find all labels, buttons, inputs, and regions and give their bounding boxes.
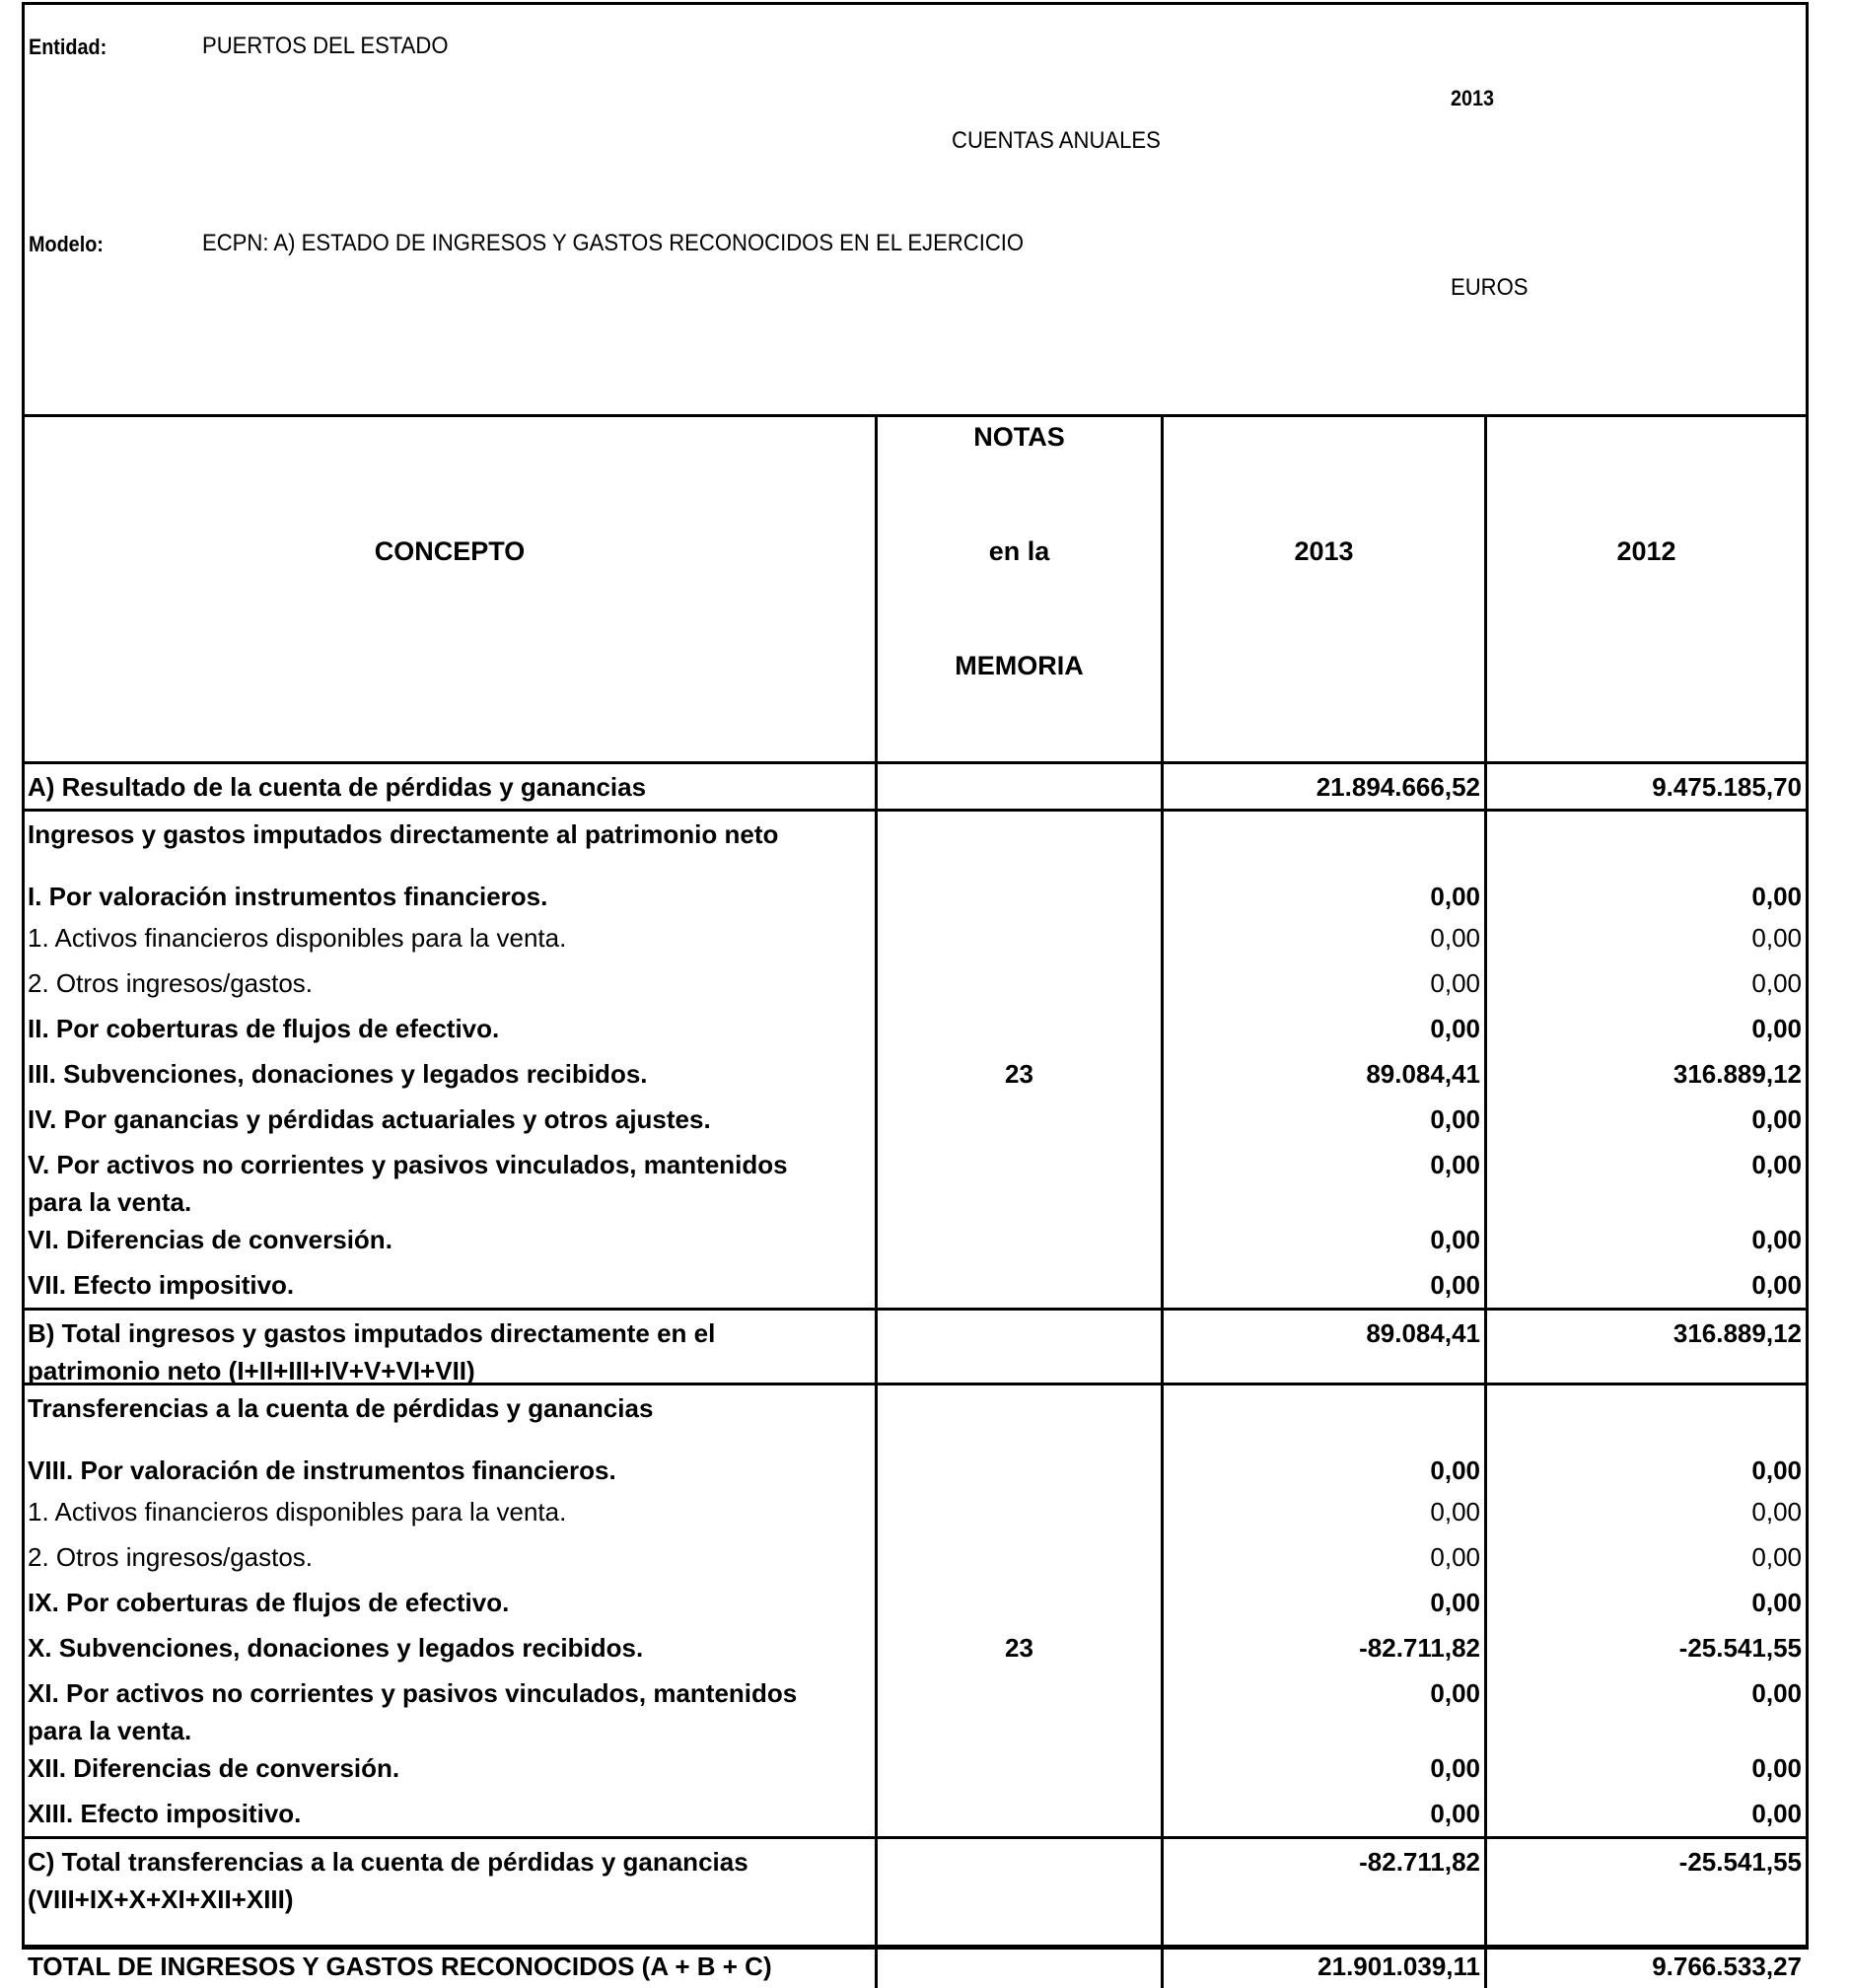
value-2012-cell-text: 0,00 <box>1751 1497 1802 1526</box>
value-2012-cell-text: 0,00 <box>1751 1799 1802 1828</box>
value-2012-cell-text: 316.889,12 <box>1673 1059 1802 1089</box>
value-2012-cell-text <box>1487 1385 1802 1389</box>
value-2013-cell <box>1161 1580 1484 1625</box>
concepto-cell-text: I. Por valoración instrumentos financieros. <box>28 882 548 911</box>
value-2013-cell-text: 0,00 <box>1430 1456 1480 1485</box>
value-2013-cell <box>1161 1097 1484 1142</box>
value-2013-cell <box>1161 1839 1484 1945</box>
value-2013-cell <box>1161 1006 1484 1051</box>
value-2012-cell <box>1484 764 1806 809</box>
nota-cell-text <box>878 1006 1161 1010</box>
value-2012-cell <box>1484 1948 1806 1988</box>
concepto-cell <box>25 1489 875 1534</box>
table-row <box>25 1836 1806 1945</box>
value-2012-cell-text: 0,00 <box>1751 882 1802 911</box>
concepto-cell <box>25 1948 875 1988</box>
concepto-cell-text: VI. Diferencias de conversión. <box>28 1225 392 1254</box>
nota-cell <box>875 1745 1161 1791</box>
concepto-cell <box>25 1534 875 1580</box>
concepto-cell <box>25 764 875 809</box>
concepto-cell <box>25 1097 875 1142</box>
col-notas: NOTAS en la MEMORIA <box>875 414 1161 761</box>
value-2012-cell <box>1484 1670 1806 1745</box>
value-2012-cell-text: 0,00 <box>1751 1678 1802 1708</box>
value-2012-cell <box>1484 960 1806 1006</box>
value-2012-cell <box>1484 1791 1806 1836</box>
concepto-cell-text: IX. Por coberturas de flujos de efectivo. <box>28 1588 510 1617</box>
nota-cell <box>875 915 1161 960</box>
nota-cell-text: 23 <box>1005 1059 1033 1089</box>
nota-cell <box>875 1839 1161 1945</box>
concepto-cell <box>25 1385 875 1444</box>
value-2013-cell-text: 0,00 <box>1430 1104 1480 1134</box>
table-row <box>25 960 1806 1006</box>
nota-cell-text <box>878 1262 1161 1266</box>
table-row <box>25 1670 1806 1745</box>
value-2012-cell-text: 316.889,12 <box>1673 1318 1802 1348</box>
currency-label: EUROS <box>1451 274 1529 301</box>
concepto-cell-text: 1. Activos financieros disponibles para la venta. <box>28 923 567 953</box>
concepto-cell-text: VII. Efecto impositivo. <box>28 1270 295 1300</box>
nota-cell <box>875 1791 1161 1836</box>
value-2013-cell-text: 0,00 <box>1430 1225 1480 1254</box>
value-2012-cell <box>1484 1625 1806 1670</box>
value-2012-cell-text: 0,00 <box>1751 923 1802 953</box>
nota-cell-text <box>878 764 1161 768</box>
concepto-cell <box>25 1311 875 1383</box>
col-2013: 2013 <box>1161 414 1484 761</box>
nota-cell-text <box>878 1142 1161 1146</box>
concepto-cell-text: XIII. Efecto impositivo. <box>28 1799 302 1828</box>
concepto-cell <box>25 915 875 960</box>
value-2012-cell <box>1484 1142 1806 1217</box>
concepto-cell <box>25 1791 875 1836</box>
nota-cell <box>875 1670 1161 1745</box>
concepto-cell-text: 2. Otros ingresos/gastos. <box>28 968 314 998</box>
nota-cell-text <box>878 812 1161 816</box>
modelo-label: Modelo: <box>29 232 104 256</box>
concepto-cell <box>25 1580 875 1625</box>
concepto-continuation: para la venta. <box>28 1716 192 1745</box>
value-2013-cell <box>1161 1948 1484 1988</box>
value-2012-cell-text: 0,00 <box>1751 1150 1802 1179</box>
value-2013-cell-text: 0,00 <box>1430 1753 1480 1783</box>
concepto-cell <box>25 1262 875 1308</box>
concepto-cell-text: III. Subvenciones, donaciones y legados recibidos. <box>28 1059 648 1089</box>
report-year: 2013 <box>1451 86 1495 110</box>
nota-cell-text <box>878 1534 1161 1538</box>
value-2013-cell-text: 0,00 <box>1430 1678 1480 1708</box>
value-2013-cell <box>1161 1489 1484 1534</box>
concepto-cell <box>25 1006 875 1051</box>
value-2012-cell <box>1484 1217 1806 1262</box>
value-2013-cell <box>1161 1051 1484 1097</box>
concepto-cell-text: V. Por activos no corrientes y pasivos vinculados, mantenidos <box>28 1150 788 1179</box>
value-2013-cell <box>1161 1217 1484 1262</box>
value-2012-cell <box>1484 1097 1806 1142</box>
value-2013-cell-text: -82.711,82 <box>1359 1633 1480 1663</box>
value-2012-cell-text: 9.766.533,27 <box>1652 1952 1802 1981</box>
value-2012-cell <box>1484 812 1806 870</box>
nota-cell <box>875 1534 1161 1580</box>
concepto-cell-text: XII. Diferencias de conversión. <box>28 1753 400 1783</box>
nota-cell <box>875 1625 1161 1670</box>
nota-cell-text <box>878 1580 1161 1584</box>
concepto-cell <box>25 1670 875 1745</box>
table-row <box>25 1142 1806 1217</box>
value-2013-cell <box>1161 1444 1484 1489</box>
value-2013-cell <box>1161 1262 1484 1308</box>
value-2013-cell <box>1161 1745 1484 1791</box>
value-2013-cell-text <box>1164 812 1480 816</box>
value-2012-cell <box>1484 1489 1806 1534</box>
value-2013-cell <box>1161 812 1484 870</box>
value-2013-cell-text: 0,00 <box>1430 1014 1480 1043</box>
nota-cell <box>875 1142 1161 1217</box>
nota-cell-text <box>878 960 1161 964</box>
nota-cell-text <box>878 1489 1161 1493</box>
concepto-continuation: patrimonio neto (I+II+III+IV+V+VI+VII) <box>28 1356 475 1385</box>
nota-cell-text <box>878 1839 1161 1843</box>
value-2013-cell-text: 0,00 <box>1430 1497 1480 1526</box>
value-2013-cell-text: 21.894.666,52 <box>1316 772 1480 802</box>
nota-cell <box>875 1217 1161 1262</box>
value-2013-cell-text: 89.084,41 <box>1366 1318 1480 1348</box>
value-2012-cell <box>1484 1444 1806 1489</box>
nota-cell-text <box>878 915 1161 919</box>
value-2013-cell-text <box>1164 1385 1480 1389</box>
value-2013-cell-text: 0,00 <box>1430 882 1480 911</box>
value-2012-cell-text: 0,00 <box>1751 968 1802 998</box>
value-2012-cell <box>1484 1385 1806 1444</box>
value-2012-cell-text: 0,00 <box>1751 1588 1802 1617</box>
table-row <box>25 1745 1806 1791</box>
value-2012-cell <box>1484 1745 1806 1791</box>
value-2013-cell <box>1161 1142 1484 1217</box>
value-2013-cell-text: 0,00 <box>1430 923 1480 953</box>
nota-cell <box>875 1006 1161 1051</box>
value-2013-cell-text: 0,00 <box>1430 1588 1480 1617</box>
table-row <box>25 1217 1806 1262</box>
value-2013-cell <box>1161 915 1484 960</box>
table-row <box>25 1534 1806 1580</box>
value-2013-cell <box>1161 1534 1484 1580</box>
value-2013-cell <box>1161 960 1484 1006</box>
value-2012-cell <box>1484 1051 1806 1097</box>
value-2012-cell-text: -25.541,55 <box>1678 1633 1802 1663</box>
value-2013-cell <box>1161 1791 1484 1836</box>
value-2013-cell-text: 0,00 <box>1430 1799 1480 1828</box>
value-2012-cell <box>1484 1006 1806 1051</box>
table-row <box>25 1580 1806 1625</box>
nota-cell <box>875 1489 1161 1534</box>
value-2012-cell <box>1484 1311 1806 1383</box>
concepto-cell <box>25 1051 875 1097</box>
nota-cell-text <box>878 1791 1161 1795</box>
value-2012-cell <box>1484 915 1806 960</box>
concepto-cell <box>25 1444 875 1489</box>
nota-cell-text: 23 <box>1005 1633 1033 1663</box>
value-2013-cell-text: 0,00 <box>1430 1270 1480 1300</box>
table-row <box>25 1383 1806 1444</box>
value-2013-cell <box>1161 1311 1484 1383</box>
report-title: CUENTAS ANUALES <box>952 127 1161 154</box>
concepto-continuation: para la venta. <box>28 1187 192 1217</box>
nota-cell <box>875 1444 1161 1489</box>
value-2012-cell-text: 0,00 <box>1751 1456 1802 1485</box>
concepto-cell <box>25 1625 875 1670</box>
value-2012-cell <box>1484 1580 1806 1625</box>
col-concepto: CONCEPTO <box>374 536 526 566</box>
concepto-cell-text: 2. Otros ingresos/gastos. <box>28 1542 314 1572</box>
nota-cell <box>875 1580 1161 1625</box>
nota-cell <box>875 1385 1161 1444</box>
value-2013-cell-text: 0,00 <box>1430 1150 1480 1179</box>
nota-cell-text <box>878 1670 1161 1674</box>
concepto-cell <box>25 960 875 1006</box>
value-2012-cell-text: 0,00 <box>1751 1753 1802 1783</box>
table-row <box>25 1444 1806 1489</box>
nota-cell <box>875 764 1161 809</box>
concepto-cell-text: IV. Por ganancias y pérdidas actuariales y otros ajustes. <box>28 1104 711 1134</box>
value-2013-cell <box>1161 1670 1484 1745</box>
concepto-cell <box>25 1745 875 1791</box>
concepto-cell <box>25 1839 875 1945</box>
concepto-cell-text: TOTAL DE INGRESOS Y GASTOS RECONOCIDOS (A + B + C) <box>28 1952 772 1981</box>
concepto-cell-text: XI. Por activos no corrientes y pasivos vinculados, mantenidos <box>28 1678 798 1708</box>
nota-cell <box>875 960 1161 1006</box>
value-2013-cell <box>1161 1625 1484 1670</box>
table-row <box>25 1625 1806 1670</box>
value-2012-cell <box>1484 1534 1806 1580</box>
concepto-cell-text: 1. Activos financieros disponibles para la venta. <box>28 1497 567 1526</box>
concepto-cell <box>25 1217 875 1262</box>
nota-cell <box>875 1311 1161 1383</box>
nota-cell <box>875 1097 1161 1142</box>
value-2012-cell-text: 0,00 <box>1751 1542 1802 1572</box>
value-2012-cell <box>1484 1839 1806 1945</box>
column-header-row <box>25 414 1806 761</box>
concepto-cell-text: B) Total ingresos y gastos imputados directamente en el <box>28 1318 716 1348</box>
nota-cell-text <box>878 1217 1161 1221</box>
table-row <box>25 1262 1806 1308</box>
concepto-cell-text: C) Total transferencias a la cuenta de pérdidas y ganancias <box>28 1847 748 1877</box>
value-2013-cell-text: 21.901.039,11 <box>1317 1952 1480 1981</box>
value-2012-cell-text: 9.475.185,70 <box>1652 772 1802 802</box>
concepto-cell-text: Transferencias a la cuenta de pérdidas y ganancias <box>28 1393 654 1423</box>
value-2012-cell <box>1484 1262 1806 1308</box>
nota-cell <box>875 1262 1161 1308</box>
concepto-cell-text: X. Subvenciones, donaciones y legados recibidos. <box>28 1633 644 1663</box>
table-row <box>25 809 1806 870</box>
nota-cell <box>875 812 1161 870</box>
concepto-cell-text: II. Por coberturas de flujos de efectivo. <box>28 1014 500 1043</box>
table-row <box>25 1489 1806 1534</box>
value-2012-cell-text <box>1487 812 1802 816</box>
value-2013-cell <box>1161 764 1484 809</box>
table-row <box>25 761 1806 809</box>
concepto-cell-text: A) Resultado de la cuenta de pérdidas y ganancias <box>28 772 647 802</box>
table-row <box>25 1308 1806 1383</box>
value-2012-cell-text: 0,00 <box>1751 1225 1802 1254</box>
value-2012-cell-text: 0,00 <box>1751 1014 1802 1043</box>
value-2013-cell-text: 0,00 <box>1430 1542 1480 1572</box>
value-2012-cell-text: 0,00 <box>1751 1270 1802 1300</box>
modelo-value: ECPN: A) ESTADO DE INGRESOS Y GASTOS RECONOCIDOS EN EL EJERCICIO <box>202 230 1025 256</box>
entidad-label: Entidad: <box>29 35 107 59</box>
value-2013-cell <box>1161 1385 1484 1444</box>
col-2012: 2012 <box>1484 414 1806 761</box>
entidad-value: PUERTOS DEL ESTADO <box>202 33 449 59</box>
concepto-cell-text: VIII. Por valoración de instrumentos financieros. <box>28 1456 616 1485</box>
concepto-continuation: (VIII+IX+X+XI+XII+XIII) <box>28 1884 294 1914</box>
value-2013-cell-text: 0,00 <box>1430 968 1480 998</box>
table-row <box>25 870 1806 915</box>
nota-cell-text <box>878 1097 1161 1100</box>
nota-cell-text <box>878 1444 1161 1452</box>
document-frame <box>22 2 1809 1981</box>
concepto-cell <box>25 870 875 915</box>
table-row <box>25 1791 1806 1836</box>
nota-cell <box>875 1051 1161 1097</box>
report-header <box>25 5 1806 417</box>
value-2013-cell-text: -82.711,82 <box>1359 1847 1480 1877</box>
value-2013-cell <box>1161 870 1484 915</box>
nota-cell-text <box>878 1745 1161 1749</box>
table-row <box>25 1051 1806 1097</box>
value-2013-cell-text: 89.084,41 <box>1366 1059 1480 1089</box>
table-row <box>25 1006 1806 1051</box>
table-row <box>25 1097 1806 1142</box>
nota-cell-text <box>878 1311 1161 1314</box>
concepto-cell <box>25 1142 875 1217</box>
nota-cell-text <box>878 870 1161 878</box>
value-2012-cell-text: 0,00 <box>1751 1104 1802 1134</box>
nota-cell <box>875 870 1161 915</box>
nota-cell-text <box>878 1385 1161 1389</box>
concepto-cell-text: Ingresos y gastos imputados directamente al patrimonio neto <box>28 819 779 849</box>
table-row <box>25 915 1806 960</box>
concepto-cell <box>25 812 875 870</box>
nota-cell <box>875 1948 1161 1988</box>
value-2012-cell-text: -25.541,55 <box>1678 1847 1802 1877</box>
value-2012-cell <box>1484 870 1806 915</box>
